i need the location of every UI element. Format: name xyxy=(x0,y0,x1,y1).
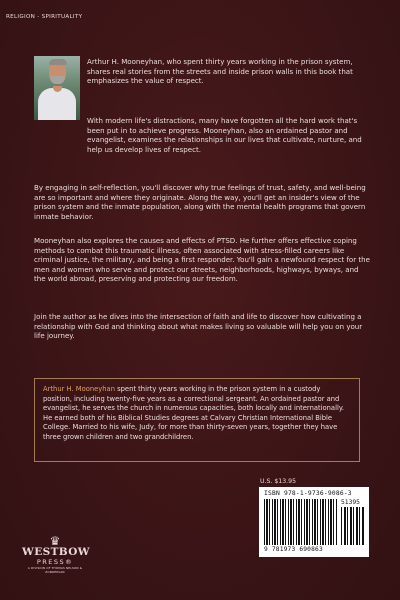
author-bio-box xyxy=(34,378,360,462)
isbn-label: ISBN 978-1-9736-9086-3 xyxy=(264,490,352,497)
author-photo xyxy=(34,56,80,120)
price-label: U.S. $13.95 xyxy=(260,478,297,485)
blurb-paragraph-5: Join the author as he dives into the intersection of faith and life to discover how cultivating a relationship with God and thinking about what makes living so valuable will help you on your life journey. xyxy=(34,312,363,341)
author-beard xyxy=(50,76,65,84)
blurb-paragraph-4: Mooneyhan also explores the causes and effects of PTSD. He further offers effective coping methods to combat this traumatic illness, often associated with stress-filled careers like criminal justice, the military, and being a first responder. You'll gain a newfound respect for the men and women who serve and protect our streets, neighborhoods, highways, byways, and the world abroad, preserving and protecting our freedom. xyxy=(34,236,370,284)
publisher-logo xyxy=(22,535,88,574)
publisher-name: WESTBOW xyxy=(22,546,90,558)
barcode-panel xyxy=(259,487,369,557)
category-label: RELIGION - SPIRITUALITY xyxy=(6,14,83,20)
publisher-subname: PRESS® xyxy=(36,558,74,566)
barcode-addon-bars xyxy=(341,507,364,545)
author-name: Arthur H. Mooneyhan xyxy=(43,385,115,393)
blurb-paragraph-3: By engaging in self-reflection, you'll discover why true feelings of trust, safety, and well-being are so important and where they originate. Along the way, you'll get an insider's view of the prison system and the inmate population, along with the mental health programs that govern inmate behavior. xyxy=(34,183,366,221)
publisher-division: A DIVISION OF THOMAS NELSON & ZONDERVAN xyxy=(27,566,83,574)
blurb-paragraph-2: With modern life's distractions, many have forgotten all the hard work that's been put in to achieve progress. Mooneyhan, also an ordained pastor and evangelist, examines the relationships in our lives that cultivate, nurture, and help us develop lives of respect. xyxy=(87,116,362,154)
barcode-digits: 9 781973 690863 xyxy=(264,546,323,553)
crown-icon: ♛ xyxy=(49,534,61,548)
author-hair xyxy=(49,59,67,65)
author-bio-text: spent thirty years working in the prison system in a custody position, including twenty-five years as a correctional sergeant. An ordained pastor and evangelist, he serves the church in numerous capacities, both locally and internationally. He earned both of his Biblical Studies degrees at Calvary Christian International Bible College. Married to his wife, Judy, for more than thirty-seven years, together they have three grown children and two grandchildren. xyxy=(43,385,344,441)
blurb-paragraph-1: Arthur H. Mooneyhan, who spent thirty years working in the prison system, shares real stories from the streets and inside prison walls in this book that emphasizes the value of respect. xyxy=(87,57,353,86)
author-shirt xyxy=(38,88,76,120)
author-bio xyxy=(43,385,351,443)
barcode-addon-label: 51395 xyxy=(341,499,360,506)
barcode-bars xyxy=(264,499,337,545)
